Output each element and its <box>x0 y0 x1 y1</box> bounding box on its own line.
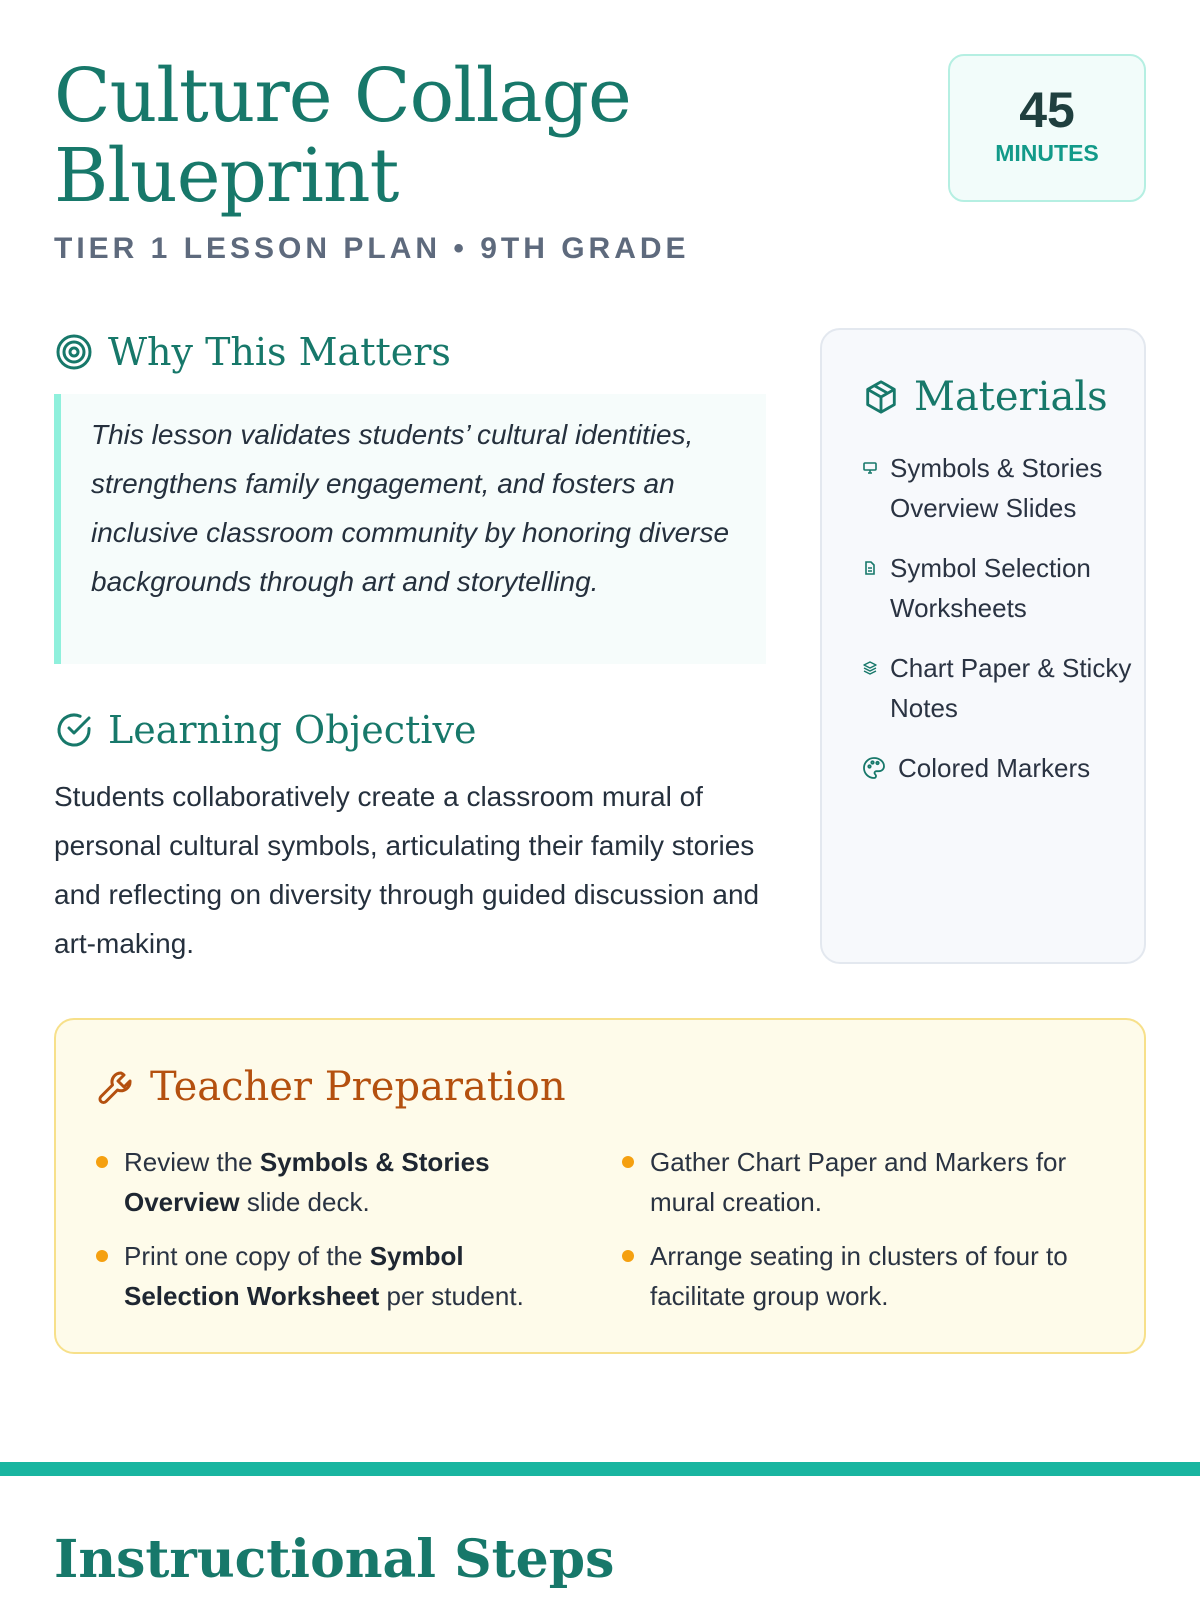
presentation-icon <box>862 460 878 476</box>
bullet-icon <box>622 1156 634 1168</box>
instructional-steps-heading: Instructional Steps <box>54 1529 615 1590</box>
list-item <box>862 448 1132 528</box>
objective-heading <box>54 708 476 752</box>
bullet-icon <box>96 1156 108 1168</box>
list-item <box>622 1236 1122 1316</box>
prep-text: Arrange seating in clusters of four to facilitate group work. <box>650 1241 1068 1311</box>
list-item <box>96 1142 566 1222</box>
why-heading-text: Why This Matters <box>108 330 451 374</box>
bullet-icon <box>622 1250 634 1262</box>
layers-icon <box>862 660 878 676</box>
why-heading <box>54 330 451 374</box>
list-item <box>622 1142 1122 1222</box>
duration-badge <box>948 54 1146 202</box>
list-item <box>862 748 1132 788</box>
prep-text: Review the Symbols & Stories Overview slide deck. <box>124 1147 490 1217</box>
why-quote: This lesson validates students’ cultural identities, strengthens family engagement, and fosters an inclusive classroom community by honoring diverse backgrounds through art and storytelling. <box>54 394 766 664</box>
section-divider <box>0 1462 1200 1476</box>
list-item <box>96 1236 566 1316</box>
objective-text: Students collaboratively create a classroom mural of personal cultural symbols, articulating their family stories and reflecting on diversity through guided discussion and art-making. <box>54 781 760 959</box>
prep-heading <box>96 1064 566 1110</box>
prep-text: Gather Chart Paper and Markers for mural creation. <box>650 1147 1067 1217</box>
materials-heading <box>862 374 1108 420</box>
materials-heading-text: Materials <box>914 374 1108 420</box>
list-item <box>862 548 1132 628</box>
palette-icon <box>862 756 886 780</box>
page-title: Culture Collage Blueprint <box>54 53 631 219</box>
file-icon <box>862 560 878 576</box>
materials-list <box>862 448 1132 808</box>
duration-unit: MINUTES <box>995 140 1099 166</box>
material-label: Colored Markers <box>898 753 1091 783</box>
list-item <box>862 648 1132 728</box>
prep-text: Print one copy of the Symbol Selection Worksheet per student. <box>124 1241 524 1311</box>
lesson-subtitle: TIER 1 LESSON PLAN • 9TH GRADE <box>54 232 690 265</box>
bullet-icon <box>96 1250 108 1262</box>
prep-list-right <box>622 1142 1122 1330</box>
wrench-icon <box>96 1067 136 1107</box>
material-label: Symbols & Stories Overview Slides <box>890 453 1103 523</box>
target-icon <box>54 332 94 372</box>
prep-list-left <box>96 1142 566 1330</box>
teacher-prep-card <box>54 1018 1146 1354</box>
material-label: Chart Paper & Sticky Notes <box>890 653 1132 723</box>
package-icon <box>862 378 900 416</box>
material-label: Symbol Selection Worksheets <box>890 553 1091 623</box>
duration-value: 45 <box>1019 82 1075 138</box>
objective-heading-text: Learning Objective <box>108 708 477 752</box>
materials-card <box>820 328 1146 964</box>
prep-heading-text: Teacher Preparation <box>150 1064 566 1110</box>
check-circle-icon <box>54 710 94 750</box>
